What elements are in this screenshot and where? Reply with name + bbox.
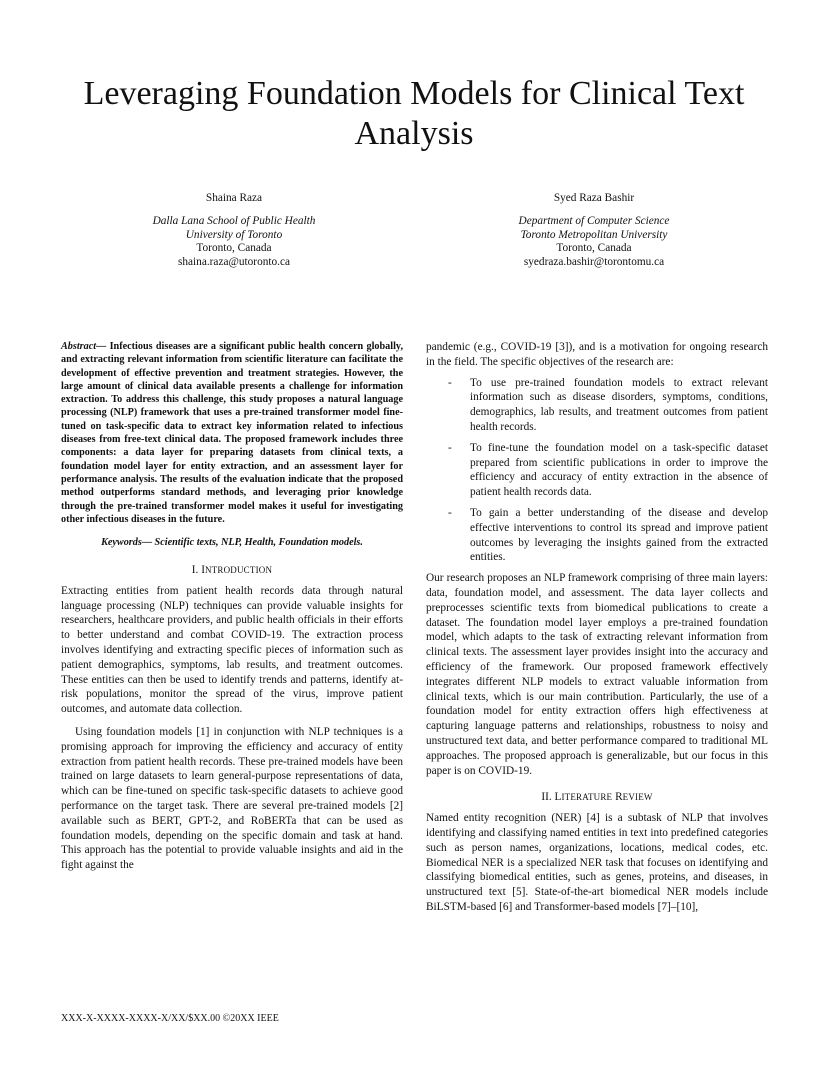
right-column [426, 340, 768, 915]
author-location: Toronto, Canada [556, 242, 632, 255]
section-heading-introduction: I. INTRODUCTION [191, 563, 273, 576]
author-institution: University of Toronto [185, 228, 283, 241]
author-institution: Toronto Metropolitan University [520, 228, 668, 241]
abstract [61, 340, 403, 526]
objectives-list [426, 376, 768, 566]
author-affiliation: Department of Computer Science [518, 214, 670, 227]
intro-paragraph-continued: pandemic (e.g., COVID-19 [3]), and is a motivation for ongoing research in the field. The specific objectives of the research are: [426, 341, 768, 368]
intro-paragraph: Extracting entities from patient health records data through natural language processing (NLP) techniques can provide valuable insights for researchers, healthcare providers, and public health officials in their efforts to better understand and combat COVID-19. The extraction process involves identifying and extracting specific pieces of information such as patient demographics, symptoms, lab results, and treatment outcomes. These entities can then be used to identify trends and patterns, identify at-risk populations, monitor the spread of the virus, improve patient outcomes, and automate data collection. [61, 584, 403, 716]
list-item: - To fine-tune the foundation model on a task-specific dataset prepared from scientific publications in order to improve the efficiency and accuracy of entity extraction in the absence of patient health records data. [448, 441, 768, 499]
dash-bullet: - [448, 506, 452, 519]
author-name: Syed Raza Bashir [553, 192, 635, 204]
author-email: shaina.raza@utoronto.ca [177, 256, 291, 269]
author-affiliation: Dalla Lana School of Public Health [152, 214, 316, 227]
list-item: - To gain a better understanding of the disease and develop effective interventions to control its spread and improve patient outcomes by leveraging the insights gained from the extracted entities. [448, 506, 768, 564]
abstract-label: Abstract— [61, 341, 107, 352]
author-location: Toronto, Canada [196, 242, 272, 255]
abstract-text: Infectious diseases are a significant public health concern globally, and extracting relevant information from scientific literature can facilitate the development of effective prevention and treatment strategies. However, the large amount of clinical data available presents a challenge for information extraction. To address this challenge, this study proposes a natural language processing (NLP) framework that uses a pre-trained transformer model fine-tuned on task-specific data to extract key information related to infectious diseases from free-text clinical data. The proposed framework includes three components: a data layer for preparing datasets from clinical texts, a foundation model layer for entity extraction, and an assessment layer for performance analysis. The results of the evaluation indicate that the proposed method outperforms standard methods, and leveraging prior knowledge through the pre-trained transformer model makes it useful for investigating other infectious diseases in the future. [61, 341, 403, 525]
section-heading-literature-review: II. LITERATURE REVIEW [541, 791, 653, 804]
copyright-footer: XXX-X-XXXX-XXXX-X/XX/$XX.00 ©20XX IEEE [61, 1013, 279, 1024]
author-name: Shaina Raza [205, 192, 263, 204]
dash-bullet: - [448, 441, 452, 454]
paper-title: Leveraging Foundation Models for Clinical Text Analysis [83, 75, 745, 152]
literature-paragraph: Named entity recognition (NER) [4] is a subtask of NLP that involves identifying and classifying named entities in text into predefined categories such as person names, organizations, locations, medical codes, etc. Biomedical NER is a specialized NER task that focuses on identifying and classifying biomedical entities, such as genes, proteins, and diseases, in unstructured text [5]. State-of-the-art biomedical NER models include BiLSTM-based [6] and Transformer-based models [7]–[10], [426, 812, 768, 913]
left-column [61, 340, 403, 873]
keywords: Keywords— Scientific texts, NLP, Health, Foundation models. [101, 537, 363, 549]
author-block [470, 192, 718, 270]
dash-bullet: - [448, 376, 452, 389]
author-block [110, 192, 358, 270]
list-item: - To use pre-trained foundation models to extract relevant information such as disease disorders, symptoms, conditions, demographics, lab results, and treatment outcomes from patient health records. [448, 376, 768, 433]
author-email: syedraza.bashir@torontomu.ca [523, 256, 665, 269]
intro-paragraph: Our research proposes an NLP framework comprising of three main layers: data, foundation model, and assessment. The data layer collects and preprocesses scientific texts from biomedical publications to create a dataset. The foundation model layer employs a pre-trained foundation model, which adapts to the task of extracting relevant information from clinical texts. The assessment layer provides insight into the accuracy and efficiency of the framework. Our proposed framework effectively integrates different NLP models to extract valuable information from clinical texts, which is our main contribution. Particularly, the use of a foundation model for entity extraction offers high effectiveness at capturing language patterns and relationships, robustness to noisy and unstructured text data, and better performance compared to traditional ML approaches. The proposed approach is generalizable, but our focus in this paper is on COVID-19. [426, 572, 768, 777]
intro-paragraph: Using foundation models [1] in conjunction with NLP techniques is a promising approach for improving the efficiency and accuracy of entity extraction from patient health records. These pre-trained models have been trained on large datasets to learn general-purpose representations of data, which can be fine-tuned on specific task-specific datasets to achieve good performance on the target task. There are several pre-trained models [2] available such as BERT, GPT-2, and RoBERTa that can be used as foundation models, depending on the specific domain and task at hand. This approach has the potential to provide valuable insights and aid in the fight against the [61, 725, 403, 872]
